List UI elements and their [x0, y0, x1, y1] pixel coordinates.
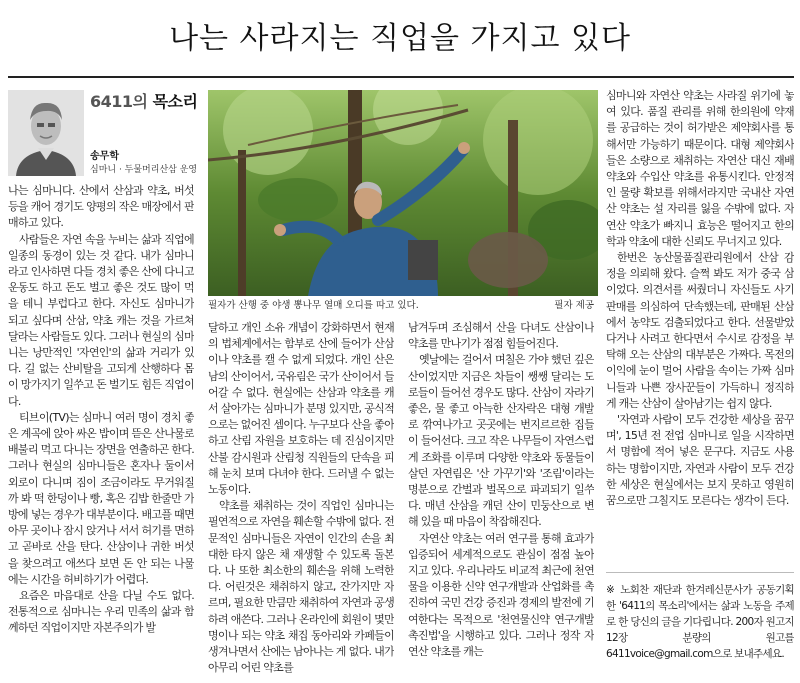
- column-title: [90, 92, 197, 112]
- paragraph: '자연과 사람이 모두 건강한 세상을 꿈꾸며', 15년 전 전업 심마니로 일을 시작하면서 명함에 적어 넣은 문구다. 지금도 사용하는 명함이지만, 자연과 사람이 모두 건강한 세상은 현실에서는 보지 못하고 영원히 꿈으로만 그칠지도 모른다는 생각이 든다.: [606, 413, 794, 508]
- paragraph: 요즘은 마음대로 산을 다닐 수도 없다. 전통적으로 심마니는 우리 민족의 삶과 함께하던 직업이지만 자본주의가 발: [8, 589, 194, 635]
- article-column-4: [606, 88, 794, 568]
- paragraph: 한번은 농산물품질관리원에서 산삼 감정을 의뢰해 왔다. 슬쩍 봐도 저가 중국 삼이었다. 의견서를 써줬더니 자신들도 사기 판매를 의심하여 단속했는데, 판매된 산삼에서 농약도 검출되었다고 한다. 선물받았다거나 사려고 한다면서 수시로 감정을 부탁해 오는 산삼의 대부분은 가짜다. 목전의 이익에 눈이 멀어 사람을 속이는 가짜 심마니들과 나쁜 장사꾼들이 가득하니 정직하게 캐는 산삼이 살아남기는 쉽지 않다.: [606, 251, 794, 410]
- author-portrait: [8, 90, 84, 176]
- paragraph: 달하고 개인 소유 개념이 강화하면서 현재의 법체계에서는 함부로 산에 들어가 산삼이나 약초를 캘 수 없게 되었다. 개인 산은 남의 산이어서, 국유림은 국가 산이어서 들어갈 수 없다. 현실에는 산삼과 약초를 캐서 살아가는 심마니가 분명 있지만, 공식적으로는 없어진 셈이다. 누구보다 산을 좋아하고 산림 자원을 보호하는 데 진심이지만 산불 감시원과 산림청 직원들의 단속을 피해 눈치 보며 다녀야 한다. 드러낼 수 없는 노동이다.: [208, 321, 394, 497]
- paragraph: 자연산 약초는 여러 연구를 통해 효과가 입증되어 세계적으로도 관심이 점점 높아지고 있다. 우리나라도 비교적 최근에 천연물을 이용한 신약 연구개발과 산업화를 촉진하여 국민 건강 증진과 경제의 발전에 기여한다는 목적으로 '천연물신약 연구개발 촉진법'을 시행하고 있다. 그러나 정작 자연산 약초를 캐는: [408, 531, 594, 659]
- paragraph: 약초를 채취하는 것이 직업인 심마니는 필연적으로 자연을 훼손할 수밖에 없다. 전문적인 심마니들은 자연이 인간의 손을 최대한 타지 않은 채 재생할 수 있도록 돌본다. 나 또한 최소한의 훼손을 위해 노력한다. 어린것은 채취하지 않고, 잔가지만 자르며, 필요한 만큼만 채취하여 자연과 공생하려 애쓴다. 그러나 온라인에 회원이 몇만 명이나 되는 약초 채집 동아리와 카페들이 생겨나면서 산에는 남아나는 게 없다. 내가 아무리 어린 약초를: [208, 499, 394, 675]
- submission-note-text: ※ 노회찬 재단과 한겨레신문사가 공동기획한 '6411의 목소리'에서는 삶과 노동을 주제로 한 당신의 글을 기다립니다. 200자 원고지 12장 분량의 원고를 6411voice@gmail.com으로 보내주세요.: [606, 584, 794, 660]
- headline-rule: [8, 76, 794, 78]
- paragraph: 나는 심마니다. 산에서 산삼과 약초, 버섯 등을 캐어 경기도 양평의 작은 매장에서 판매하고 있다.: [8, 184, 194, 230]
- submission-note: [606, 582, 794, 678]
- author-name: 송무학: [90, 151, 119, 162]
- paragraph: 옛날에는 걸어서 며칠은 가야 했던 깊은 산이었지만 지금은 차들이 쌩쌩 달리는 도로들이 들어선 경우도 많다. 산삼이 자라기 좋은, 물 좋고 아늑한 산자락은 대형 개발로 깎여나가고 곳곳에는 번지르르한 집들이 들어선다. 크고 작은 나무들이 자연스럽게 조화를 이루며 다양한 약초와 동물들이 살던 자연림은 '산 가꾸기'와 '조림'이라는 명분으로 간벌과 벌목으로 파괴되기 일쑤다. 매년 산삼을 캐던 산이 민둥산으로 변해 있을 때 마음이 착잡해진다.: [408, 353, 594, 529]
- paragraph: 사람들은 자연 속을 누비는 삶과 직업에 일종의 동경이 있는 것 같다. 내가 심마니라고 인사하면 다들 경치 좋은 산에 다니고 운동도 하고 돈도 벌고 좋은 것도 많이 먹을 테니 부럽다고 한다. 자신도 심마니가 되고 싶다며 산삼, 약초 캐는 것을 가르쳐 달라는 사람들도 있다. 그러나 현실의 심마니는 낭만적인 '자연인'의 삶과 거리가 있다. 길 없는 산비탈을 고되게 산행하다 몸이 망가지기 일쑤고 돈 벌기도 힘든 직업이다.: [8, 232, 194, 408]
- headline: 나는 사라지는 직업을 가지고 있다: [169, 21, 631, 56]
- note-divider: [606, 572, 794, 573]
- article-photo: [208, 90, 598, 296]
- column-name: 목소리: [152, 92, 198, 111]
- paragraph: 티브이(TV)는 심마니 여러 명이 경치 좋은 계곡에 앉아 싸온 밥이며 뜯은 산나물로 배불리 먹고 다니는 장면을 연출하곤 한다. 그러나 현실의 심마니들은 혼자나 둘이서 외로이 다니며 짐이 조금이라도 무거워질까 봐 떡 한덩이나 빵, 혹은 김밥 한줄만 가방에 넣는 경우가 대부분이다. 배고플 때면 아무 곳이나 잠시 앉거나 서서 허기를 면하고 곧바로 산을 탄다. 산삼이나 귀한 버섯을 찾으려고 애쓰다 보면 돈 안 되는 나물에는 시간을 허비하기가 어렵다.: [8, 410, 194, 586]
- article-column-3: [408, 320, 594, 678]
- paragraph: 심마니와 자연산 약초는 사라질 위기에 놓여 있다. 품질 관리를 위해 한의원에 약재를 공급하는 것이 허가받은 제약회사를 통해서만 가능하기 때문이다. 대형 제약회사들은 소량으로 채취하는 자연산 대신 재배 약초와 수입산 약초를 유통시킨다. 안정적인 물량 확보를 위해서라지만 국내산 자연산 약초는 설 자리를 잃을 수밖에 없다. 자연산 약초가 빠지니 효능은 떨어지고 한의학과 약초에 대한 신뢰도 무너지고 있다.: [606, 89, 794, 248]
- author-role: 심마니 · 두물머리산삼 운영: [90, 165, 198, 175]
- paragraph: 남겨두며 조심해서 산을 다녀도 산삼이나 약초를 만나기가 점점 힘들어진다.: [408, 321, 594, 351]
- photo-caption: [208, 299, 598, 313]
- photo-credit: 필자 제공: [554, 300, 594, 311]
- photo-caption-text: 필자가 산행 중 야생 뽕나무 열매 오디를 따고 있다.: [208, 300, 419, 311]
- article-column-2: [208, 320, 394, 678]
- column-number: 6411의: [90, 92, 148, 111]
- article-column-1: [8, 183, 194, 678]
